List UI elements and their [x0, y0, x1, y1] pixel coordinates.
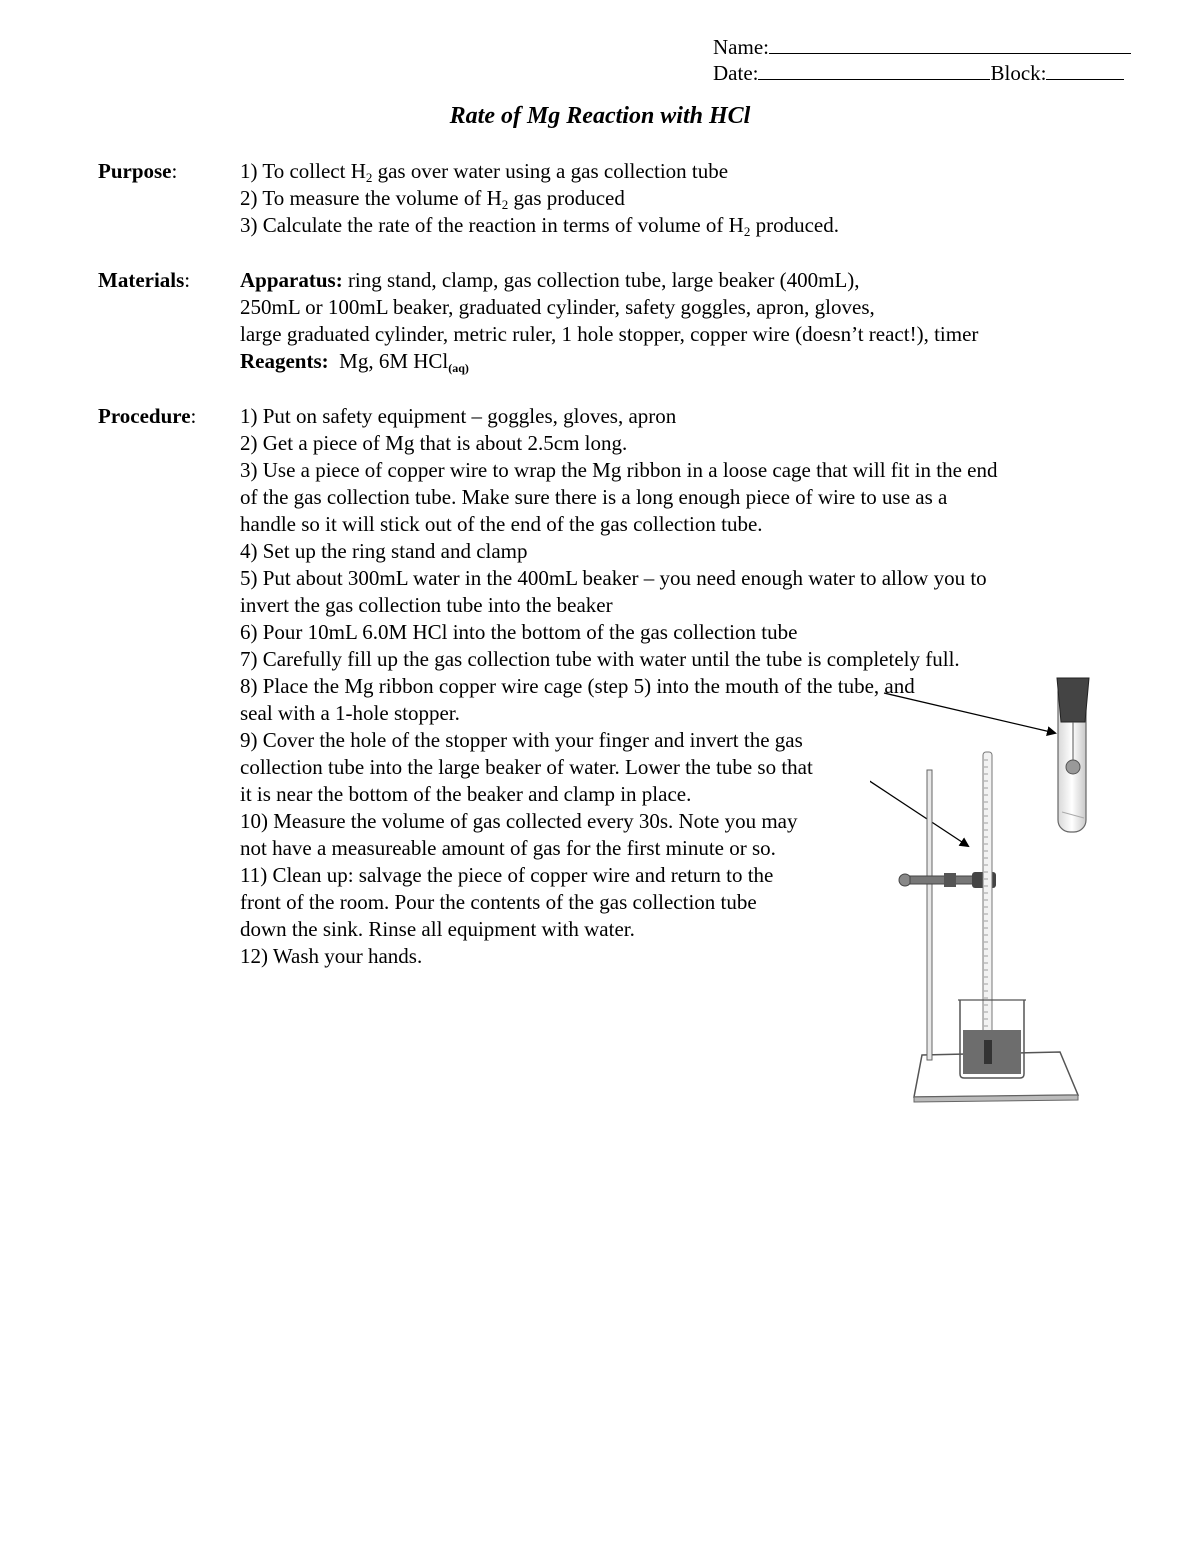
procedure-line: 1) Put on safety equipment – goggles, gloves, apron: [240, 404, 677, 428]
purpose-item-2: 2) To measure the volume of $H_2$ gas produced: [240, 186, 625, 212]
page-title: Rate of Mg Reaction with HCl: [449, 103, 751, 129]
date-label: Date:: [713, 61, 759, 85]
procedure-line: of the gas collection tube. Make sure there is a long enough piece of wire to use as a: [240, 485, 948, 509]
procedure-line: 2) Get a piece of Mg that is about 2.5cm long.: [240, 431, 628, 455]
reagents-line: Reagents: Mg, 6M HCl$_{(aq)}$: [240, 349, 469, 375]
purpose-heading: Purpose:: [98, 159, 178, 183]
procedure-line: 8) Place the Mg ribbon copper wire cage (step 5) into the mouth of the tube, and: [240, 674, 915, 698]
name-field-row: [713, 34, 1131, 60]
purpose-item-3: 3) Calculate the rate of the reaction in terms of volume of $H_2$ produced.: [240, 213, 839, 239]
procedure-line: 9) Cover the hole of the stopper with your finger and invert the gas: [240, 728, 803, 752]
procedure-line: 4) Set up the ring stand and clamp: [240, 539, 528, 563]
procedure-line: 10) Measure the volume of gas collected every 30s. Note you may: [240, 809, 798, 833]
date-block-row: [713, 60, 1124, 86]
stoppered-tube-inset: [1057, 678, 1089, 832]
procedure-line: 3) Use a piece of copper wire to wrap the Mg ribbon in a loose cage that will fit in the end: [240, 458, 998, 482]
procedure-line: down the sink. Rinse all equipment with water.: [240, 917, 635, 941]
rubber-stopper-icon: [1057, 678, 1089, 722]
procedure-line: it is near the bottom of the beaker and clamp in place.: [240, 782, 692, 806]
procedure-line: 12) Wash your hands.: [240, 944, 423, 968]
apparatus-line-3: large graduated cylinder, metric ruler, 1 hole stopper, copper wire (doesn’t react!), timer: [240, 322, 979, 346]
procedure-line: 11) Clean up: salvage the piece of copper wire and return to the: [240, 863, 774, 887]
apparatus-line-1: Apparatus: ring stand, clamp, gas collection tube, large beaker (400mL),: [240, 268, 860, 292]
clamp-icon: [899, 872, 996, 888]
procedure-heading: Procedure:: [98, 404, 197, 428]
procedure-line: collection tube into the large beaker of water. Lower the tube so that: [240, 755, 813, 779]
procedure-line: 6) Pour 10mL 6.0M HCl into the bottom of the gas collection tube: [240, 620, 798, 644]
date-blank[interactable]: [758, 61, 990, 80]
pointer-arrow-collection-tube: [870, 780, 968, 846]
procedure-line: 5) Put about 300mL water in the 400mL beaker – you need enough water to allow you to: [240, 566, 987, 590]
procedure-line: not have a measureable amount of gas for the first minute or so.: [240, 836, 776, 860]
gas-collection-tube: [983, 752, 992, 1052]
procedure-line: invert the gas collection tube into the beaker: [240, 593, 613, 617]
mg-wire-cage-icon: [1066, 760, 1080, 774]
block-blank[interactable]: [1046, 61, 1124, 80]
materials-heading: Materials:: [98, 268, 191, 292]
pointer-arrow-stoppered-tube: [884, 693, 1055, 733]
purpose-item-1: 1) To collect $H_2$ gas over water using a gas collection tube: [240, 159, 729, 185]
apparatus-line-2: 250mL or 100mL beaker, graduated cylinder, safety goggles, apron, gloves,: [240, 295, 875, 319]
procedure-line: handle so it will stick out of the end of the gas collection tube.: [240, 512, 763, 536]
block-label: Block:: [990, 61, 1047, 85]
procedure-line: seal with a 1-hole stopper.: [240, 701, 460, 725]
apparatus-illustration: [870, 665, 1100, 1110]
name-label: Name:: [713, 35, 769, 59]
name-blank[interactable]: [769, 35, 1131, 54]
procedure-line: front of the room. Pour the contents of the gas collection tube: [240, 890, 757, 914]
procedure-line: 7) Carefully fill up the gas collection tube with water until the tube is completely full.: [240, 647, 960, 671]
